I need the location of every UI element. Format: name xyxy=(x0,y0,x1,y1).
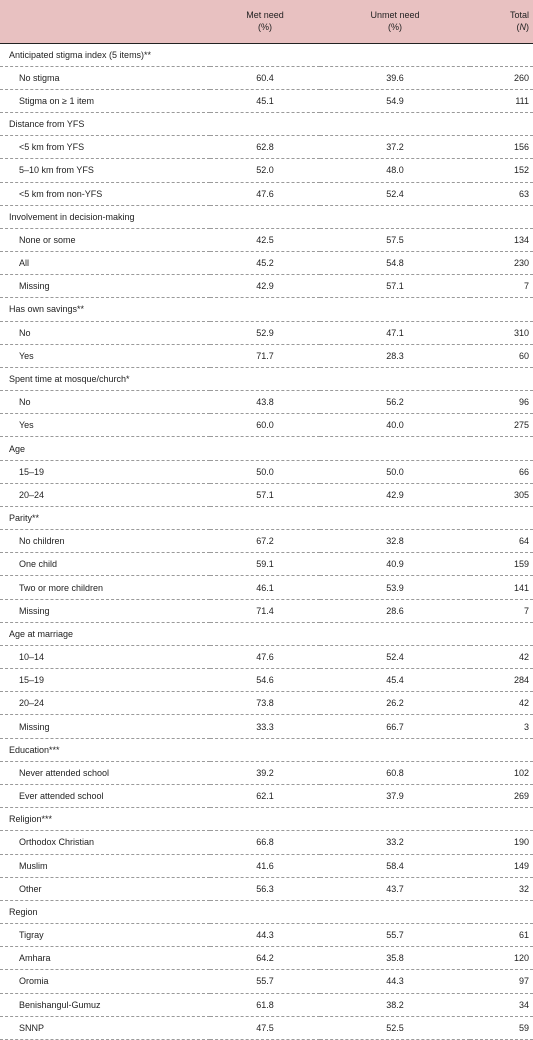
unmet-need-value: 44.3 xyxy=(386,976,404,987)
met-need-value: 66.8 xyxy=(256,837,274,848)
unmet-need-value: 37.9 xyxy=(386,791,404,802)
table-row xyxy=(0,182,533,205)
header-unmet-need xyxy=(320,0,470,43)
empty-cell xyxy=(210,506,320,529)
unmet-need-value: 55.7 xyxy=(386,930,404,941)
total-value: 34 xyxy=(518,999,529,1010)
row-label: Tigray xyxy=(19,930,44,941)
row-label: <5 km from non-YFS xyxy=(19,188,103,199)
empty-cell xyxy=(210,298,320,321)
header-met-label: Met need xyxy=(246,10,284,21)
empty-cell xyxy=(210,900,320,923)
met-need-value: 64.2 xyxy=(256,953,274,964)
total-value: 159 xyxy=(513,559,529,570)
empty-cell xyxy=(470,43,533,66)
row-label: 10–14 xyxy=(19,652,45,663)
row-label: Two or more children xyxy=(19,582,104,593)
total-value: 60 xyxy=(518,350,529,361)
empty-cell xyxy=(470,437,533,460)
row-label: Yes xyxy=(19,350,34,361)
header-total-sub xyxy=(470,21,529,33)
section-title: Distance from YFS xyxy=(9,119,85,130)
row-label: No xyxy=(19,327,31,338)
empty-cell xyxy=(320,367,470,390)
met-need-value: 50.0 xyxy=(256,466,274,477)
row-label: No children xyxy=(19,536,65,547)
section-title: Region xyxy=(9,906,38,917)
empty-cell xyxy=(320,506,470,529)
row-label: Amhara xyxy=(19,953,51,964)
section-title: Religion*** xyxy=(9,814,53,825)
table-row xyxy=(0,460,533,483)
table-row xyxy=(0,159,533,182)
row-label: Ever attended school xyxy=(19,791,104,802)
met-need-value: 43.8 xyxy=(256,397,274,408)
row-label: Other xyxy=(19,883,42,894)
total-value: 111 xyxy=(515,95,529,106)
met-need-value: 71.7 xyxy=(256,350,274,361)
empty-cell xyxy=(470,900,533,923)
row-label: SNNP xyxy=(19,1022,45,1033)
empty-cell xyxy=(210,622,320,645)
section-header-row xyxy=(0,506,533,529)
total-value: 156 xyxy=(513,142,529,153)
unmet-need-value: 57.5 xyxy=(386,234,404,245)
empty-cell xyxy=(320,437,470,460)
met-need-value: 54.6 xyxy=(256,675,274,686)
empty-cell xyxy=(320,298,470,321)
section-title: Parity** xyxy=(9,513,40,524)
total-value: 260 xyxy=(513,72,529,83)
total-value: 141 xyxy=(513,582,529,593)
met-need-value: 45.2 xyxy=(256,258,274,269)
section-title: Education*** xyxy=(9,744,60,755)
unmet-need-value: 52.5 xyxy=(386,1022,404,1033)
empty-cell xyxy=(470,113,533,136)
met-need-value: 62.1 xyxy=(256,791,274,802)
section-header-row xyxy=(0,900,533,923)
unmet-need-value: 53.9 xyxy=(386,582,404,593)
met-need-value: 42.9 xyxy=(256,281,274,292)
total-value: 3 xyxy=(523,721,529,732)
empty-cell xyxy=(210,113,320,136)
row-label: Never attended school xyxy=(19,767,110,778)
total-value: 275 xyxy=(513,420,529,431)
met-need-value: 42.5 xyxy=(256,234,274,245)
row-label: Missing xyxy=(19,721,50,732)
empty-cell xyxy=(320,900,470,923)
table-row xyxy=(0,877,533,900)
total-value: 59 xyxy=(518,1022,529,1033)
total-value: 42 xyxy=(518,652,529,663)
table-row xyxy=(0,391,533,414)
unmet-need-value: 48.0 xyxy=(386,165,404,176)
met-need-value: 56.3 xyxy=(256,883,274,894)
met-need-value: 33.3 xyxy=(256,721,274,732)
met-need-value: 44.3 xyxy=(256,930,274,941)
table-row xyxy=(0,831,533,854)
total-value: 7 xyxy=(523,605,529,616)
table-row xyxy=(0,599,533,622)
unmet-need-value: 54.8 xyxy=(386,258,404,269)
table-row xyxy=(0,228,533,251)
met-need-value: 62.8 xyxy=(256,142,274,153)
table-row xyxy=(0,414,533,437)
empty-cell xyxy=(210,437,320,460)
table-header xyxy=(0,0,533,43)
empty-cell xyxy=(470,298,533,321)
unmet-need-value: 66.7 xyxy=(386,721,404,732)
table-row xyxy=(0,970,533,993)
total-value: 63 xyxy=(518,188,529,199)
empty-cell xyxy=(210,43,320,66)
total-value: 269 xyxy=(513,791,529,802)
total-value: 64 xyxy=(518,536,529,547)
met-need-value: 45.1 xyxy=(256,95,274,106)
header-met-sub: (%) xyxy=(258,22,272,33)
table-row xyxy=(0,715,533,738)
unmet-need-value: 35.8 xyxy=(386,953,404,964)
unmet-need-value: 32.8 xyxy=(386,536,404,547)
section-title: Has own savings** xyxy=(9,304,85,315)
unmet-need-value: 52.4 xyxy=(386,652,404,663)
total-value: 120 xyxy=(513,953,529,964)
empty-cell xyxy=(320,622,470,645)
header-total-label: Total xyxy=(509,10,529,21)
empty-cell xyxy=(320,113,470,136)
total-value: 42 xyxy=(518,698,529,709)
row-label: 20–24 xyxy=(19,698,45,709)
header-met-need xyxy=(210,0,320,43)
met-need-value: 73.8 xyxy=(256,698,274,709)
empty-cell xyxy=(210,808,320,831)
met-need-value: 52.9 xyxy=(256,327,274,338)
empty-cell xyxy=(210,738,320,761)
empty-cell xyxy=(210,367,320,390)
table-row xyxy=(0,66,533,89)
section-header-row xyxy=(0,113,533,136)
unmet-need-value: 43.7 xyxy=(386,883,404,894)
table-body xyxy=(0,43,533,1039)
table-row xyxy=(0,576,533,599)
unmet-need-value: 58.4 xyxy=(386,860,404,871)
row-label: Benishangul-Gumuz xyxy=(19,999,101,1010)
met-need-value: 60.0 xyxy=(256,420,274,431)
table-row xyxy=(0,692,533,715)
section-title: Age xyxy=(9,443,26,454)
table-row xyxy=(0,924,533,947)
met-need-value: 39.2 xyxy=(256,767,274,778)
total-value: 190 xyxy=(513,837,529,848)
row-label: Orthodox Christian xyxy=(19,837,95,848)
total-value: 61 xyxy=(518,930,529,941)
header-total-n: N xyxy=(519,22,526,33)
unmet-need-value: 33.2 xyxy=(386,837,404,848)
section-title: Spent time at mosque/church* xyxy=(9,373,130,384)
table-row xyxy=(0,669,533,692)
empty-cell xyxy=(320,43,470,66)
total-value: 97 xyxy=(518,976,529,987)
row-label: Missing xyxy=(19,281,50,292)
section-header-row xyxy=(0,738,533,761)
table-row xyxy=(0,993,533,1016)
empty-cell xyxy=(320,205,470,228)
row-label: Missing xyxy=(19,605,50,616)
header-total xyxy=(470,0,533,43)
row-label: Muslim xyxy=(19,860,48,871)
section-header-row xyxy=(0,622,533,645)
total-value: 102 xyxy=(513,767,529,778)
empty-cell xyxy=(470,738,533,761)
met-need-value: 52.0 xyxy=(256,165,274,176)
section-header-row xyxy=(0,205,533,228)
row-label: <5 km from YFS xyxy=(19,142,85,153)
met-need-value: 57.1 xyxy=(256,489,274,500)
row-label: 20–24 xyxy=(19,489,45,500)
row-label: No stigma xyxy=(19,72,60,83)
unmet-need-value: 60.8 xyxy=(386,767,404,778)
met-need-value: 60.4 xyxy=(256,72,274,83)
empty-cell xyxy=(320,738,470,761)
met-need-value: 55.7 xyxy=(256,976,274,987)
table-row xyxy=(0,275,533,298)
unmet-need-value: 40.9 xyxy=(386,559,404,570)
section-title: Involvement in decision-making xyxy=(9,211,135,222)
section-title: Age at marriage xyxy=(9,628,74,639)
unmet-need-value: 28.3 xyxy=(386,350,404,361)
total-value: 66 xyxy=(518,466,529,477)
empty-cell xyxy=(470,808,533,831)
table-row xyxy=(0,854,533,877)
met-need-value: 71.4 xyxy=(256,605,274,616)
row-label: Yes xyxy=(19,420,34,431)
header-unmet-label: Unmet need xyxy=(370,10,420,21)
met-need-value: 47.5 xyxy=(256,1022,274,1033)
table-row xyxy=(0,761,533,784)
unmet-need-value: 56.2 xyxy=(386,397,404,408)
empty-cell xyxy=(470,367,533,390)
row-label: One child xyxy=(19,559,58,570)
unmet-need-value: 57.1 xyxy=(386,281,404,292)
section-header-row xyxy=(0,808,533,831)
total-value: 7 xyxy=(523,281,529,292)
met-need-value: 67.2 xyxy=(256,536,274,547)
total-value: 310 xyxy=(513,327,529,338)
row-label: No xyxy=(19,397,31,408)
table-row xyxy=(0,645,533,668)
table-row xyxy=(0,530,533,553)
unmet-need-value: 40.0 xyxy=(386,420,404,431)
empty-cell xyxy=(320,808,470,831)
unmet-need-value: 54.9 xyxy=(386,95,404,106)
row-label: Oromia xyxy=(19,976,49,987)
unmet-need-value: 37.2 xyxy=(386,142,404,153)
row-label: Stigma on ≥ 1 item xyxy=(19,95,94,106)
table-row xyxy=(0,785,533,808)
table-row xyxy=(0,344,533,367)
unmet-need-value: 38.2 xyxy=(386,999,404,1010)
met-need-value: 47.6 xyxy=(256,188,274,199)
unmet-need-value: 39.6 xyxy=(386,72,404,83)
paren-close: ) xyxy=(526,22,529,33)
total-value: 149 xyxy=(513,860,529,871)
total-value: 134 xyxy=(513,234,529,245)
table-row xyxy=(0,553,533,576)
met-need-value: 47.6 xyxy=(256,652,274,663)
section-header-row xyxy=(0,43,533,66)
total-value: 96 xyxy=(518,397,529,408)
row-label: 15–19 xyxy=(19,466,45,477)
table-row xyxy=(0,483,533,506)
total-value: 284 xyxy=(513,675,529,686)
total-value: 230 xyxy=(513,258,529,269)
unmet-need-value: 52.4 xyxy=(386,188,404,199)
row-label: All xyxy=(19,258,30,269)
empty-cell xyxy=(470,622,533,645)
section-header-row xyxy=(0,437,533,460)
section-title: Anticipated stigma index (5 items)** xyxy=(9,49,152,60)
met-need-value: 46.1 xyxy=(256,582,274,593)
section-header-row xyxy=(0,367,533,390)
row-label: None or some xyxy=(19,234,76,245)
met-need-value: 41.6 xyxy=(256,860,274,871)
unmet-need-value: 26.2 xyxy=(386,698,404,709)
met-need-value: 59.1 xyxy=(256,559,274,570)
unmet-need-value: 42.9 xyxy=(386,489,404,500)
paren-open: ( xyxy=(516,22,520,33)
table-row xyxy=(0,89,533,112)
header-row xyxy=(0,0,533,43)
section-header-row xyxy=(0,298,533,321)
header-unmet-sub: (%) xyxy=(388,22,402,33)
unmet-need-value: 45.4 xyxy=(386,675,404,686)
total-value: 152 xyxy=(513,165,529,176)
unmet-need-value: 28.6 xyxy=(386,605,404,616)
unmet-need-value: 47.1 xyxy=(386,327,404,338)
total-value: 305 xyxy=(513,489,529,500)
table-row xyxy=(0,252,533,275)
empty-cell xyxy=(470,205,533,228)
empty-cell xyxy=(470,506,533,529)
met-need-value: 61.8 xyxy=(256,999,274,1010)
total-value: 32 xyxy=(518,883,529,894)
row-label: 15–19 xyxy=(19,675,45,686)
empty-cell xyxy=(210,205,320,228)
row-label: 5–10 km from YFS xyxy=(19,165,94,176)
table-row xyxy=(0,947,533,970)
table-row xyxy=(0,136,533,159)
header-variable xyxy=(0,0,210,43)
unmet-need-value: 50.0 xyxy=(386,466,404,477)
table-row xyxy=(0,321,533,344)
